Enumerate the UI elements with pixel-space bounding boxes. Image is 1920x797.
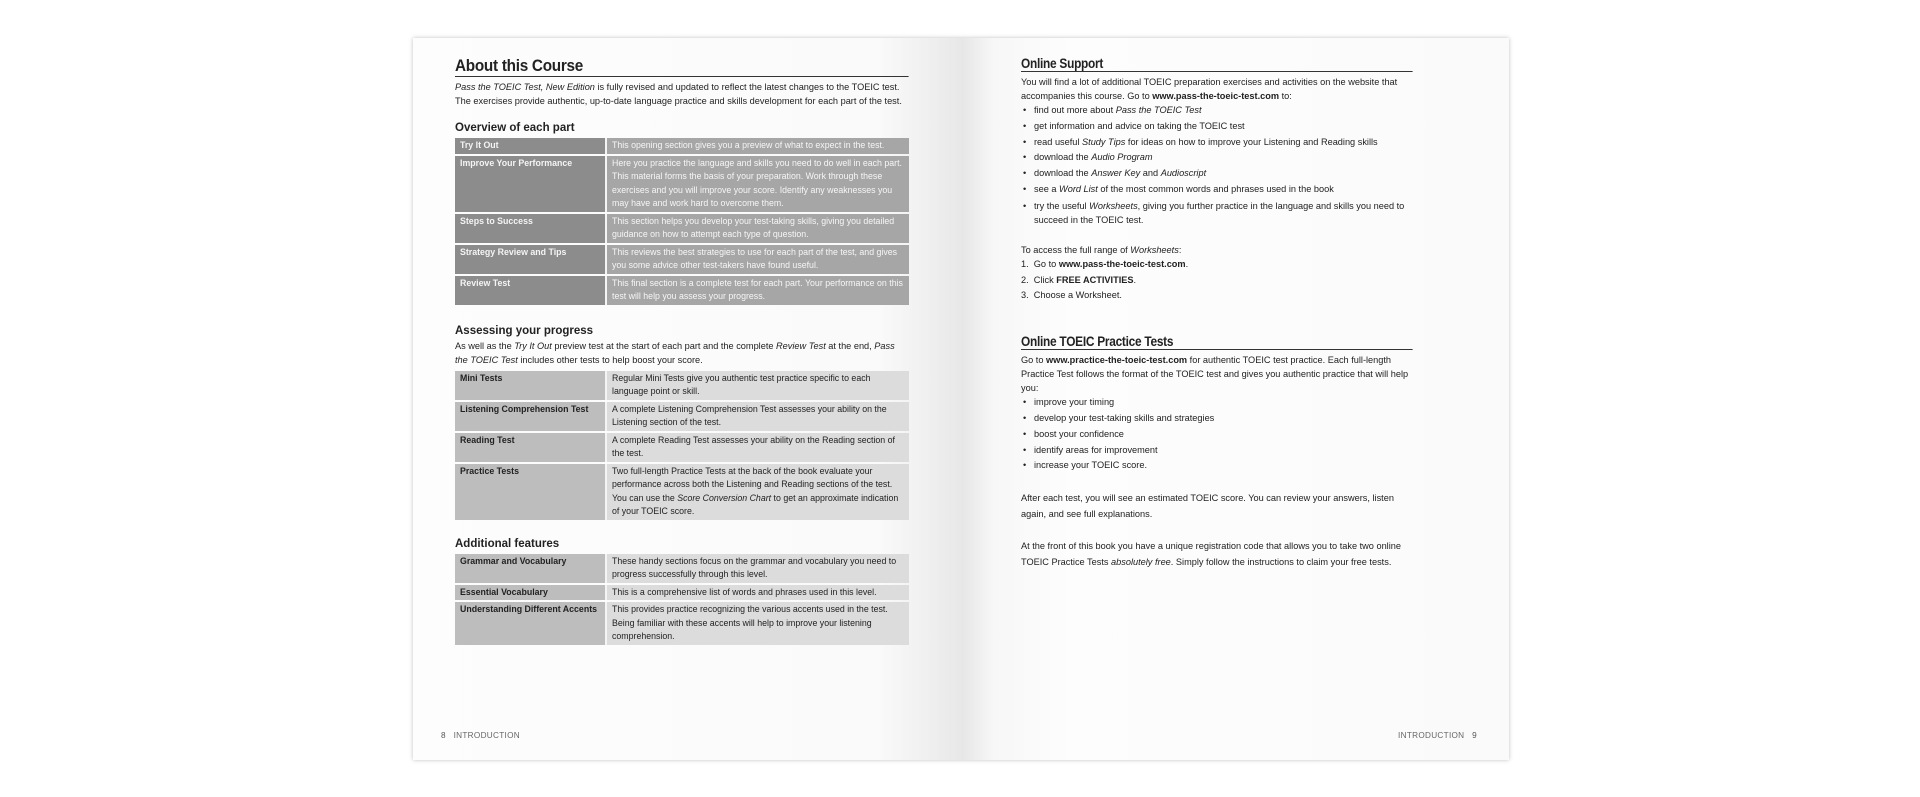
page-title: About this Course: [455, 56, 909, 77]
right-footer: [1398, 731, 1477, 740]
list-item: • get information and advice on taking the TOEIC test: [1021, 119, 1413, 135]
online-support-title: Online Support: [1021, 56, 1413, 72]
table-row: Practice Tests Two full-length Practice Tests at the back of the book evaluate your performance across both the Listening and Reading sections of the test. You can use the Score Conversion Chart to get an approximate indication of your TOEIC score.: [455, 464, 909, 520]
list-item: • try the useful Worksheets, giving you further practice in the language and skills you need to succeed in the TOEIC test.: [1021, 198, 1413, 227]
assessing-table: [455, 369, 909, 522]
practice-tests-title: Online TOEIC Practice Tests: [1021, 334, 1413, 350]
list-item: • increase your TOEIC score.: [1021, 458, 1413, 474]
left-page-content: [455, 56, 909, 647]
list-item: • download the Audio Program: [1021, 150, 1413, 166]
list-item: 2. Click FREE ACTIVITIES.: [1021, 274, 1137, 285]
left-footer: [441, 731, 520, 740]
list-item: • identify areas for improvement: [1021, 443, 1413, 459]
list-item: • find out more about Pass the TOEIC Test: [1021, 103, 1413, 119]
list-item: • improve your timing: [1021, 395, 1413, 411]
online-support-intro: You will find a lot of additional TOEIC preparation exercises and activities on the website that accompanies this course. Go to www.pass-the-toeic-test.com to:: [1021, 77, 1398, 101]
assessing-heading: Assessing your progress: [455, 324, 594, 337]
table-row: Understanding Different Accents This provides practice recognizing the various accents used in the test. Being familiar with these accents will help to improve your listening comprehension.: [455, 602, 909, 645]
right-page-content: [1021, 56, 1413, 570]
access-steps: [1021, 257, 1413, 304]
online-support-list: [1021, 103, 1413, 227]
practice-tests-intro: Go to www.practice-the-toeic-test.com for authentic TOEIC test practice. Each full-length Practice Test follows the format of the TOEIC test and gives you authentic practice that will help you:: [1021, 355, 1409, 394]
section-label: INTRODUCTION: [1398, 731, 1465, 740]
list-item: • boost your confidence: [1021, 427, 1413, 443]
left-page: [413, 38, 961, 760]
table-row: Review Test This final section is a complete test for each part. Your performance on this test will help you assess your progress.: [455, 276, 909, 305]
table-row: Reading Test A complete Reading Test assesses your ability on the Reading section of the test.: [455, 433, 909, 462]
practice-tests-list: [1021, 395, 1413, 474]
list-item: 3. Choose a Worksheet.: [1021, 290, 1122, 301]
list-item: • see a Word List of the most common words and phrases used in the book: [1021, 182, 1413, 198]
table-row: Try It Out This opening section gives you a preview of what to expect in the test.: [455, 138, 909, 154]
book-spread: [413, 38, 1509, 760]
section-label: INTRODUCTION: [453, 731, 520, 740]
table-row: Essential Vocabulary This is a comprehensive list of words and phrases used in this level.: [455, 585, 909, 601]
page-number: 9: [1472, 731, 1477, 740]
right-page: [961, 38, 1509, 760]
list-item: • develop your test-taking skills and strategies: [1021, 411, 1413, 427]
table-row: Listening Comprehension Test A complete Listening Comprehension Test assesses your ability on the Listening section of the test.: [455, 402, 909, 431]
table-row: Mini Tests Regular Mini Tests give you authentic test practice specific to each language point or skill.: [455, 371, 909, 400]
table-row: Improve Your Performance Here you practice the language and skills you need to do well in each part. This material forms the basis of your preparation. Work through these exercises and you will improve your score. Identify any weaknesses you may have and work hard to overcome them.: [455, 156, 909, 212]
page-number: 8: [441, 731, 446, 740]
list-item: • download the Answer Key and Audioscript: [1021, 166, 1413, 182]
list-item: • read useful Study Tips for ideas on how to improve your Listening and Reading skills: [1021, 135, 1413, 151]
additional-table: [455, 552, 909, 647]
after-test-text: After each test, you will see an estimated TOEIC score. You can review your answers, listen again, and see full explanations.: [1021, 493, 1394, 520]
free-tests-text: At the front of this book you have a unique registration code that allows you to take two online TOEIC Practice Tests absolutely free. Simply follow the instructions to claim your free tests.: [1021, 541, 1401, 568]
overview-table: [455, 136, 909, 307]
course-intro: Pass the TOEIC Test, New Edition is fully revised and updated to reflect the latest changes to the TOEIC test. The exercises provide authentic, up-to-date language practice and skills development for each part of the test.: [455, 82, 902, 106]
assessing-intro: As well as the Try It Out preview test at the start of each part and the complete Review Test at the end, Pass the TOEIC Test includes other tests to help boost your score.: [455, 340, 895, 365]
table-row: Grammar and Vocabulary These handy sections focus on the grammar and vocabulary you need to progress successfully through this level.: [455, 554, 909, 583]
overview-heading: Overview of each part: [455, 122, 575, 134]
access-worksheets: To access the full range of Worksheets:: [1021, 244, 1182, 255]
additional-heading: Additional features: [455, 537, 560, 550]
table-row: Steps to Success This section helps you develop your test-taking skills, giving you detailed guidance on how to attempt each type of question.: [455, 214, 909, 243]
table-row: Strategy Review and Tips This reviews the best strategies to use for each part of the test, and gives you some advice other test-takers have found useful.: [455, 245, 909, 274]
list-item: 1. Go to www.pass-the-toeic-test.com.: [1021, 258, 1189, 269]
